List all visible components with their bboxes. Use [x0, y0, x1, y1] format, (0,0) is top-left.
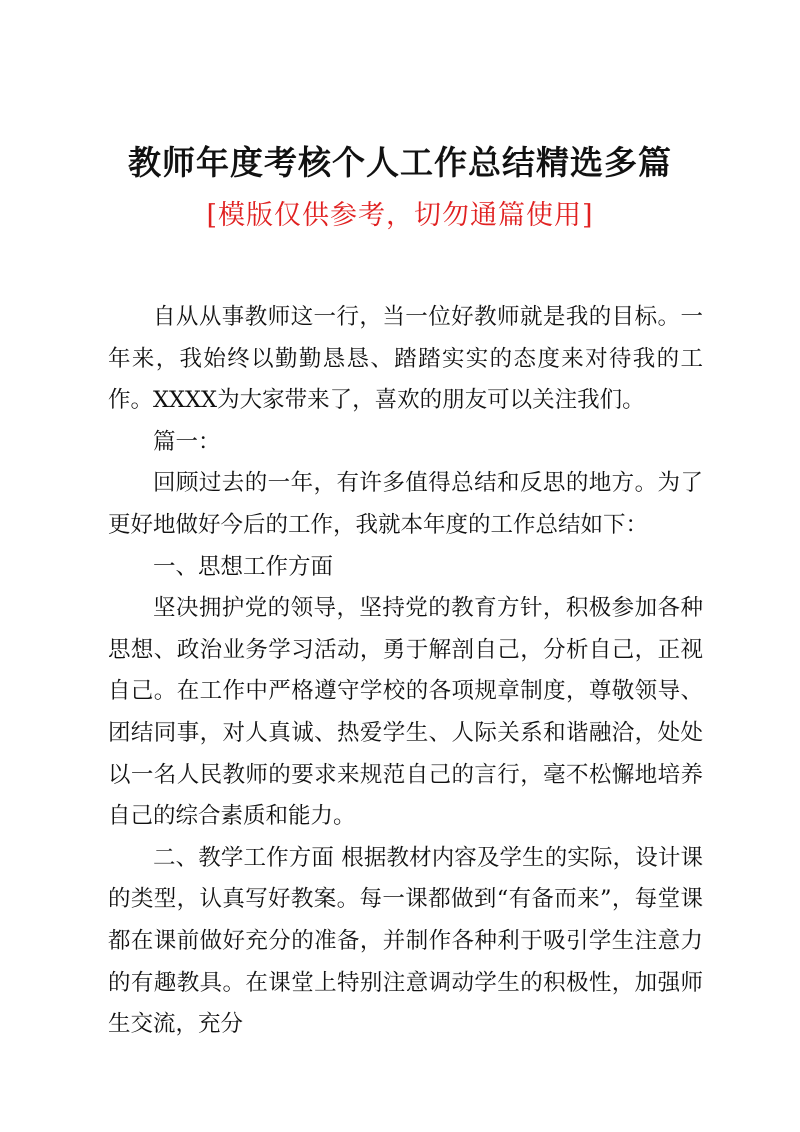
paragraph-part-one-heading: 篇一： [153, 428, 221, 455]
document-subtitle: [模版仅供参考，切勿通篇使用] [206, 200, 594, 231]
document-body [108, 297, 703, 1046]
paragraph-ideology: 坚决拥护党的领导，坚持党的教育方针，积极参加各种思想、政治业务学习活动，勇于解剖自己，分析自己，正视自己。在工作中严格遵守学校的各项规章制度，尊敬领导、团结同事，对人真诚、热爱学生、人际关系和谐融洽，处处以一名人民教师的要求来规范自己的言行，毫不松懈地培养自己的综合素质和能力。 [108, 595, 703, 830]
paragraph-intro: 自从从事教师这一行，当一位好教师就是我的目标。一年来，我始终以勤勤恳恳、踏踏实实的态度来对待我的工作。XXXX为大家带来了，喜欢的朋友可以关注我们。 [108, 304, 703, 414]
document-title: 教师年度考核个人工作总结精选多篇 [128, 143, 672, 182]
section-heading-ideology: 一、思想工作方面 [153, 553, 334, 580]
paragraph-teaching: 二、教学工作方面 根据教材内容及学生的实际，设计课的类型，认真写好教案。每一课都做到“有备而来”，每堂课都在课前做好充分的准备，并制作各种利于吸引学生注意力的有趣教具。在课堂上特别注意调动学生的积极性，加强师生交流，充分 [108, 844, 703, 1038]
paragraph-review: 回顾过去的一年，有许多值得总结和反思的地方。为了更好地做好今后的工作，我就本年度的工作总结如下： [108, 470, 703, 538]
